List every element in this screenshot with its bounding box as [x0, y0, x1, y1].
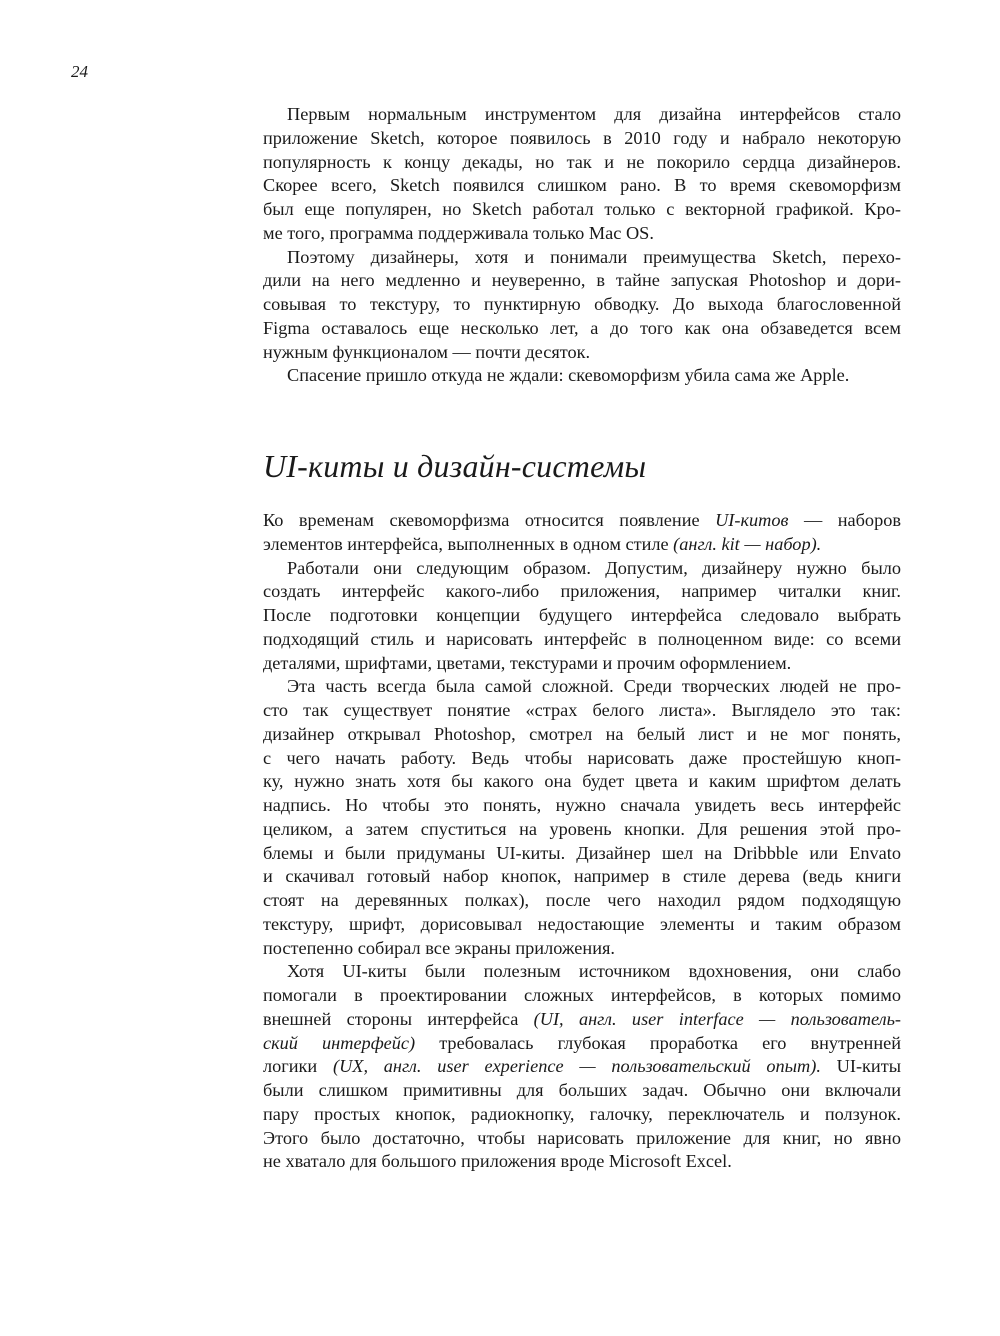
text-line [263, 1150, 901, 1174]
text-segment: и скачивал готовый набор кнопок, например в стиле дерева (ведь книги [263, 866, 901, 887]
text-line [263, 533, 901, 557]
text-segment: постепенно собирал все экраны приложения. [263, 937, 615, 958]
text-line [263, 293, 901, 317]
text-line [263, 364, 901, 388]
text-segment: приложение Sketch, которое появилось в 2010 году и набрало некоторую [263, 127, 901, 148]
section-heading: UI-киты и дизайн-системы [263, 448, 647, 484]
text-segment: Эта часть всегда была самой сложной. Среди творческих людей не про- [287, 676, 901, 697]
text-segment: пару простых кнопок, радиокнопку, галочку, переключатель и ползунок. [263, 1103, 901, 1124]
text-line [263, 246, 901, 270]
text-line [263, 557, 901, 581]
text-segment: надпись. Но чтобы это понять, нужно сначала увидеть весь интерфейс [263, 795, 901, 815]
text-line [263, 222, 901, 246]
text-line [263, 509, 901, 533]
text-segment: создать интерфейс какого-либо приложения, например читалки книг. [263, 581, 901, 602]
text-line [263, 174, 901, 198]
text-line [263, 604, 901, 628]
text-segment: UI-киты [820, 1056, 901, 1077]
text-line [263, 628, 901, 652]
text-line [263, 652, 901, 676]
paragraph [263, 509, 901, 557]
text-segment: целиком, а затем спуститься на уровень кнопки. Для решения этой про- [263, 818, 901, 839]
text-segment: Figma оставалось еще несколько лет, а до того как она обзаведется всем [263, 317, 901, 338]
text-line [263, 1032, 901, 1056]
text-segment: Хотя UI-киты были полезным источником вдохновения, они слабо [287, 961, 901, 982]
text-segment: нужным функционалом — почти десяток. [263, 341, 591, 362]
text-line [263, 1079, 901, 1103]
italic-text-segment: UI-китов [715, 510, 789, 530]
text-line [263, 937, 901, 961]
text-segment: деталями, шрифтами, цветами, текстурами и прочим оформлением. [263, 652, 792, 673]
text-line [263, 198, 901, 222]
text-line [263, 341, 901, 365]
text-segment: дили на него медленно и неуверенно, в тайне запуская Photoshop и дори- [263, 270, 901, 291]
text-segment: Поэтому дизайнеры, хотя и понимали преимущества Sketch, перехо- [287, 246, 901, 267]
text-segment: с чего начать работу. Ведь чтобы нарисовать даже простейшую кноп- [263, 747, 901, 768]
text-segment: Первым нормальным инструментом для дизайна интерфейсов стало [287, 104, 901, 124]
text-line [263, 984, 901, 1008]
text-line [263, 723, 901, 747]
text-segment: Работали они следующим образом. Допустим, дизайнеру нужно было [287, 557, 901, 578]
text-line [263, 1008, 901, 1032]
text-line [263, 1127, 901, 1151]
text-segment: требовалась глубокая проработка его внутренней [415, 1032, 901, 1053]
text-line [263, 889, 901, 913]
text-segment: внешней стороны интерфейса [263, 1008, 534, 1029]
page-number: 24 [71, 62, 88, 81]
text-segment: текстуру, шрифт, дорисовывал недостающие элементы и таким образом [263, 913, 901, 934]
text-segment: помогали в проектировании сложных интерфейсов, в которых помимо [263, 985, 901, 1005]
text-segment: Скорее всего, Sketch появился слишком рано. В то время скевоморфизм [263, 175, 901, 196]
text-line [263, 865, 901, 889]
text-line [263, 960, 901, 984]
italic-text-segment: (UI, англ. user interface — пользователь- [533, 1008, 901, 1029]
text-segment: стоят на деревянных полках), после чего находил рядом подходящую [263, 890, 901, 910]
paragraph [263, 246, 901, 365]
text-segment: — наборов [788, 510, 901, 530]
section-ui-kits-text [263, 509, 901, 1174]
paragraph [263, 364, 901, 388]
text-line [263, 818, 901, 842]
text-line [263, 317, 901, 341]
text-line [263, 913, 901, 937]
text-line [263, 699, 901, 723]
text-line [263, 770, 901, 794]
italic-text-segment: (UX, англ. user experience — пользовательский опыт). [332, 1056, 821, 1077]
text-segment: Этого было достаточно, чтобы нарисовать приложение для книг, но явно [263, 1127, 901, 1148]
text-line [263, 127, 901, 151]
text-line [263, 747, 901, 771]
text-segment: популярность к концу декады, но так и не покорило сердца дизайнеров. [263, 151, 901, 172]
text-segment: Спасение пришло откуда не ждали: скевоморфизм убила сама же Apple. [287, 365, 850, 386]
paragraph [263, 557, 901, 676]
paragraph [263, 675, 901, 960]
text-segment: не хватало для большого приложения вроде Microsoft Excel. [263, 1151, 732, 1172]
paragraph [263, 103, 901, 246]
paragraph [263, 960, 901, 1174]
text-line [263, 1103, 901, 1127]
text-segment: логики [263, 1056, 333, 1077]
text-line [263, 675, 901, 699]
text-segment: После подготовки концепции будущего интерфейса следовало выбрать [263, 605, 901, 625]
text-segment: подходящий стиль и нарисовать интерфейс в полноценном виде: со всеми [263, 628, 901, 649]
text-line [263, 103, 901, 127]
text-line [263, 580, 901, 604]
text-line [263, 1055, 901, 1079]
text-segment: элементов интерфейса, выполненных в одном стиле [263, 533, 674, 554]
text-line [263, 842, 901, 866]
text-segment: блемы и были придуманы UI-киты. Дизайнер шел на Dribbble или Envato [263, 842, 901, 863]
text-segment: сто так существует понятие «страх белого листа». Выглядело это так: [263, 700, 901, 720]
italic-text-segment: (англ. kit — набор). [673, 533, 822, 554]
text-segment: был еще популярен, но Sketch работал только с векторной графикой. Кро- [263, 199, 901, 219]
text-line [263, 269, 901, 293]
section-intro-text [263, 103, 901, 388]
italic-text-segment: ский интерфейс) [263, 1032, 416, 1053]
text-line [263, 794, 901, 818]
text-segment: ку, нужно знать хотя бы какого она будет цвета и каким шрифтом делать [263, 771, 901, 792]
text-segment: дизайнер открывал Photoshop, смотрел на белый лист и не мог понять, [263, 723, 901, 744]
text-segment: совывая то текстуру, то пунктирную обводку. До выхода благословенной [263, 294, 901, 314]
text-segment: Ко временам скевоморфизма относится появление [263, 510, 716, 530]
text-segment: ме того, программа поддерживала только Mac OS. [263, 222, 654, 243]
text-segment: были слишком примитивны для больших задач. Обычно они включали [263, 1080, 901, 1100]
text-line [263, 151, 901, 175]
